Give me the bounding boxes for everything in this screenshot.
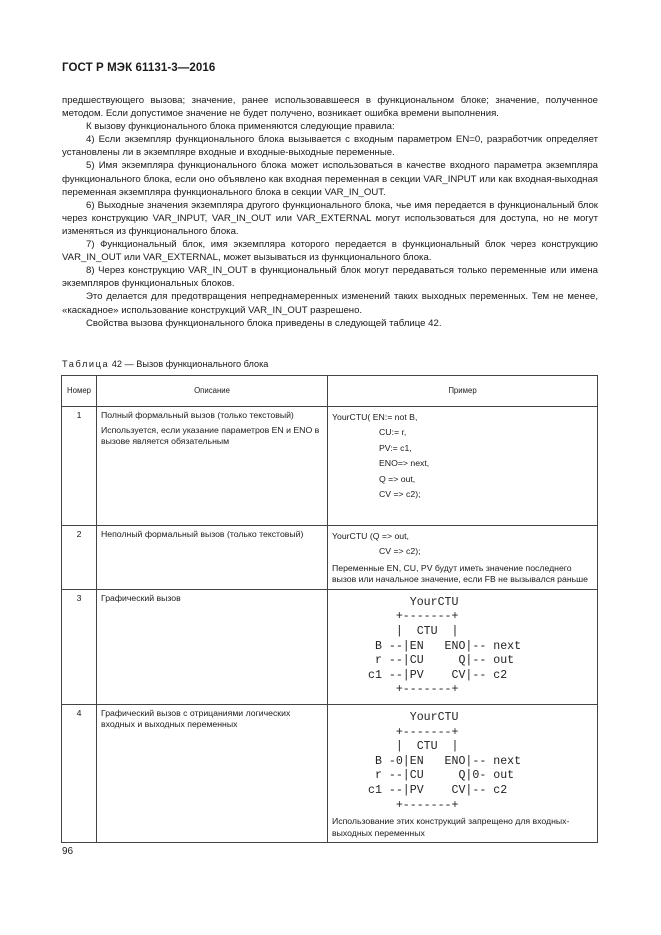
code-line: YourCTU( EN:= not B, — [332, 412, 418, 422]
table-caption-word: Таблица — [62, 359, 110, 369]
table-caption — [62, 359, 268, 369]
desc-line: Неполный формальный вызов (только текстовый) — [101, 529, 304, 539]
paragraph: 4) Если экземпляр функционального блока вызывается с входным параметром EN=0, разработчик определяет установлены ли в экземпляре входные и входные-выходные переменные. — [62, 134, 598, 159]
paragraph: Это делается для предотвращения непреднамеренных изменений таких выходных переменных. Тем не менее, «каскадное» использование конструкций VAR_IN_OUT разрешено. — [62, 291, 598, 316]
table-row — [62, 526, 598, 590]
table-row — [62, 589, 598, 704]
row-example — [328, 526, 598, 590]
code-line: PV:= c1, — [379, 442, 412, 453]
row-num: 1 — [62, 407, 97, 526]
paragraph: 8) Через конструкцию VAR_IN_OUT в функциональный блок могут передаваться только переменные или имена экземпляров функциональных блоков. — [62, 265, 598, 290]
example-note: Переменные EN, CU, PV будут иметь значение последнего вызов или начальное значение, если FB не вызывался раньше — [332, 562, 588, 585]
row-desc — [97, 589, 328, 704]
page-number: 96 — [62, 846, 74, 857]
body-text — [62, 94, 598, 330]
row-num: 2 — [62, 526, 97, 590]
row-num: 4 — [62, 704, 97, 842]
ctu-diagram: YourCTU +-------+ | CTU | B --|EN ENO|-- next r --|CU Q|-- out c1 --|PV CV|-- c2 +-------+ — [368, 595, 522, 697]
row-example — [328, 704, 598, 842]
standard-header: ГОСТ Р МЭК 61131-3—2016 — [62, 62, 216, 74]
desc-line: Полный формальный вызов (только текстовый) — [101, 410, 294, 420]
table-header-row — [62, 376, 598, 407]
call-table — [61, 375, 598, 843]
row-desc — [97, 526, 328, 590]
row-desc — [97, 704, 328, 842]
desc-line: Используется, если указание параметров EN и ENO в вызове является обязательным — [101, 424, 320, 446]
row-num: 3 — [62, 589, 97, 704]
paragraph: 6) Выходные значения экземпляра другого функционального блока, чье имя передается в функциональный блок через конструкцию VAR_INPUT, VAR_IN_OUT или VAR_EXTERNAL могут использоваться для доступа, но не могут изменяться из функционального блока. — [62, 199, 598, 237]
code-line: CV => c2); — [379, 546, 421, 557]
table-row — [62, 704, 598, 842]
table-row — [62, 407, 598, 526]
row-desc — [97, 407, 328, 526]
row-example — [328, 407, 598, 526]
ctu-negation-diagram: YourCTU +-------+ | CTU | B -0|EN ENO|-- next r --|CU Q|0- out c1 --|PV CV|-- c2 +-------+ — [368, 710, 522, 812]
paragraph: предшествующего вызова; значение, ранее использовавшееся в функциональном блоке; значение, полученное методом. Если допустимое значение не будет получено, возникает ошибка времени выполнения. — [62, 95, 598, 120]
header-example: Пример — [328, 376, 598, 407]
paragraph: К вызову функционального блока применяются следующие правила: — [86, 121, 395, 133]
header-num: Номер — [62, 376, 97, 407]
table-caption-title: 42 — Вызов функционального блока — [109, 359, 269, 369]
desc-line: Графический вызов с отрицаниями логических входных и выходных переменных — [101, 707, 291, 730]
row-example — [328, 589, 598, 704]
code-line: CU:= r, — [379, 427, 407, 438]
example-note: Использование этих конструкций запрещено для входных-выходных переменных — [332, 816, 570, 838]
desc-line: Графический вызов — [101, 592, 181, 603]
header-desc: Описание — [97, 376, 328, 407]
code-line: ENO=> next, — [379, 458, 430, 469]
code-line: CV => c2); — [379, 489, 421, 500]
code-line: Q => out, — [379, 473, 416, 484]
code-line: YourCTU (Q => out, — [332, 531, 409, 541]
paragraph: Свойства вызова функционального блока приведены в следующей таблице 42. — [86, 317, 442, 329]
paragraph: 5) Имя экземпляра функционального блока может использоваться в качестве входного параметра экземпляра функционального блока, если оно объявлено как входная переменная в секции VAR_INPUT или как входная-выходная переменная экземпляра функционального блока в секции VAR_IN_OUT. — [62, 160, 598, 198]
paragraph: 7) Функциональный блок, имя экземпляра которого передается в функциональный блок через конструкцию VAR_IN_OUT или VAR_EXTERNAL, может вызываться из функционального блока. — [62, 239, 598, 264]
